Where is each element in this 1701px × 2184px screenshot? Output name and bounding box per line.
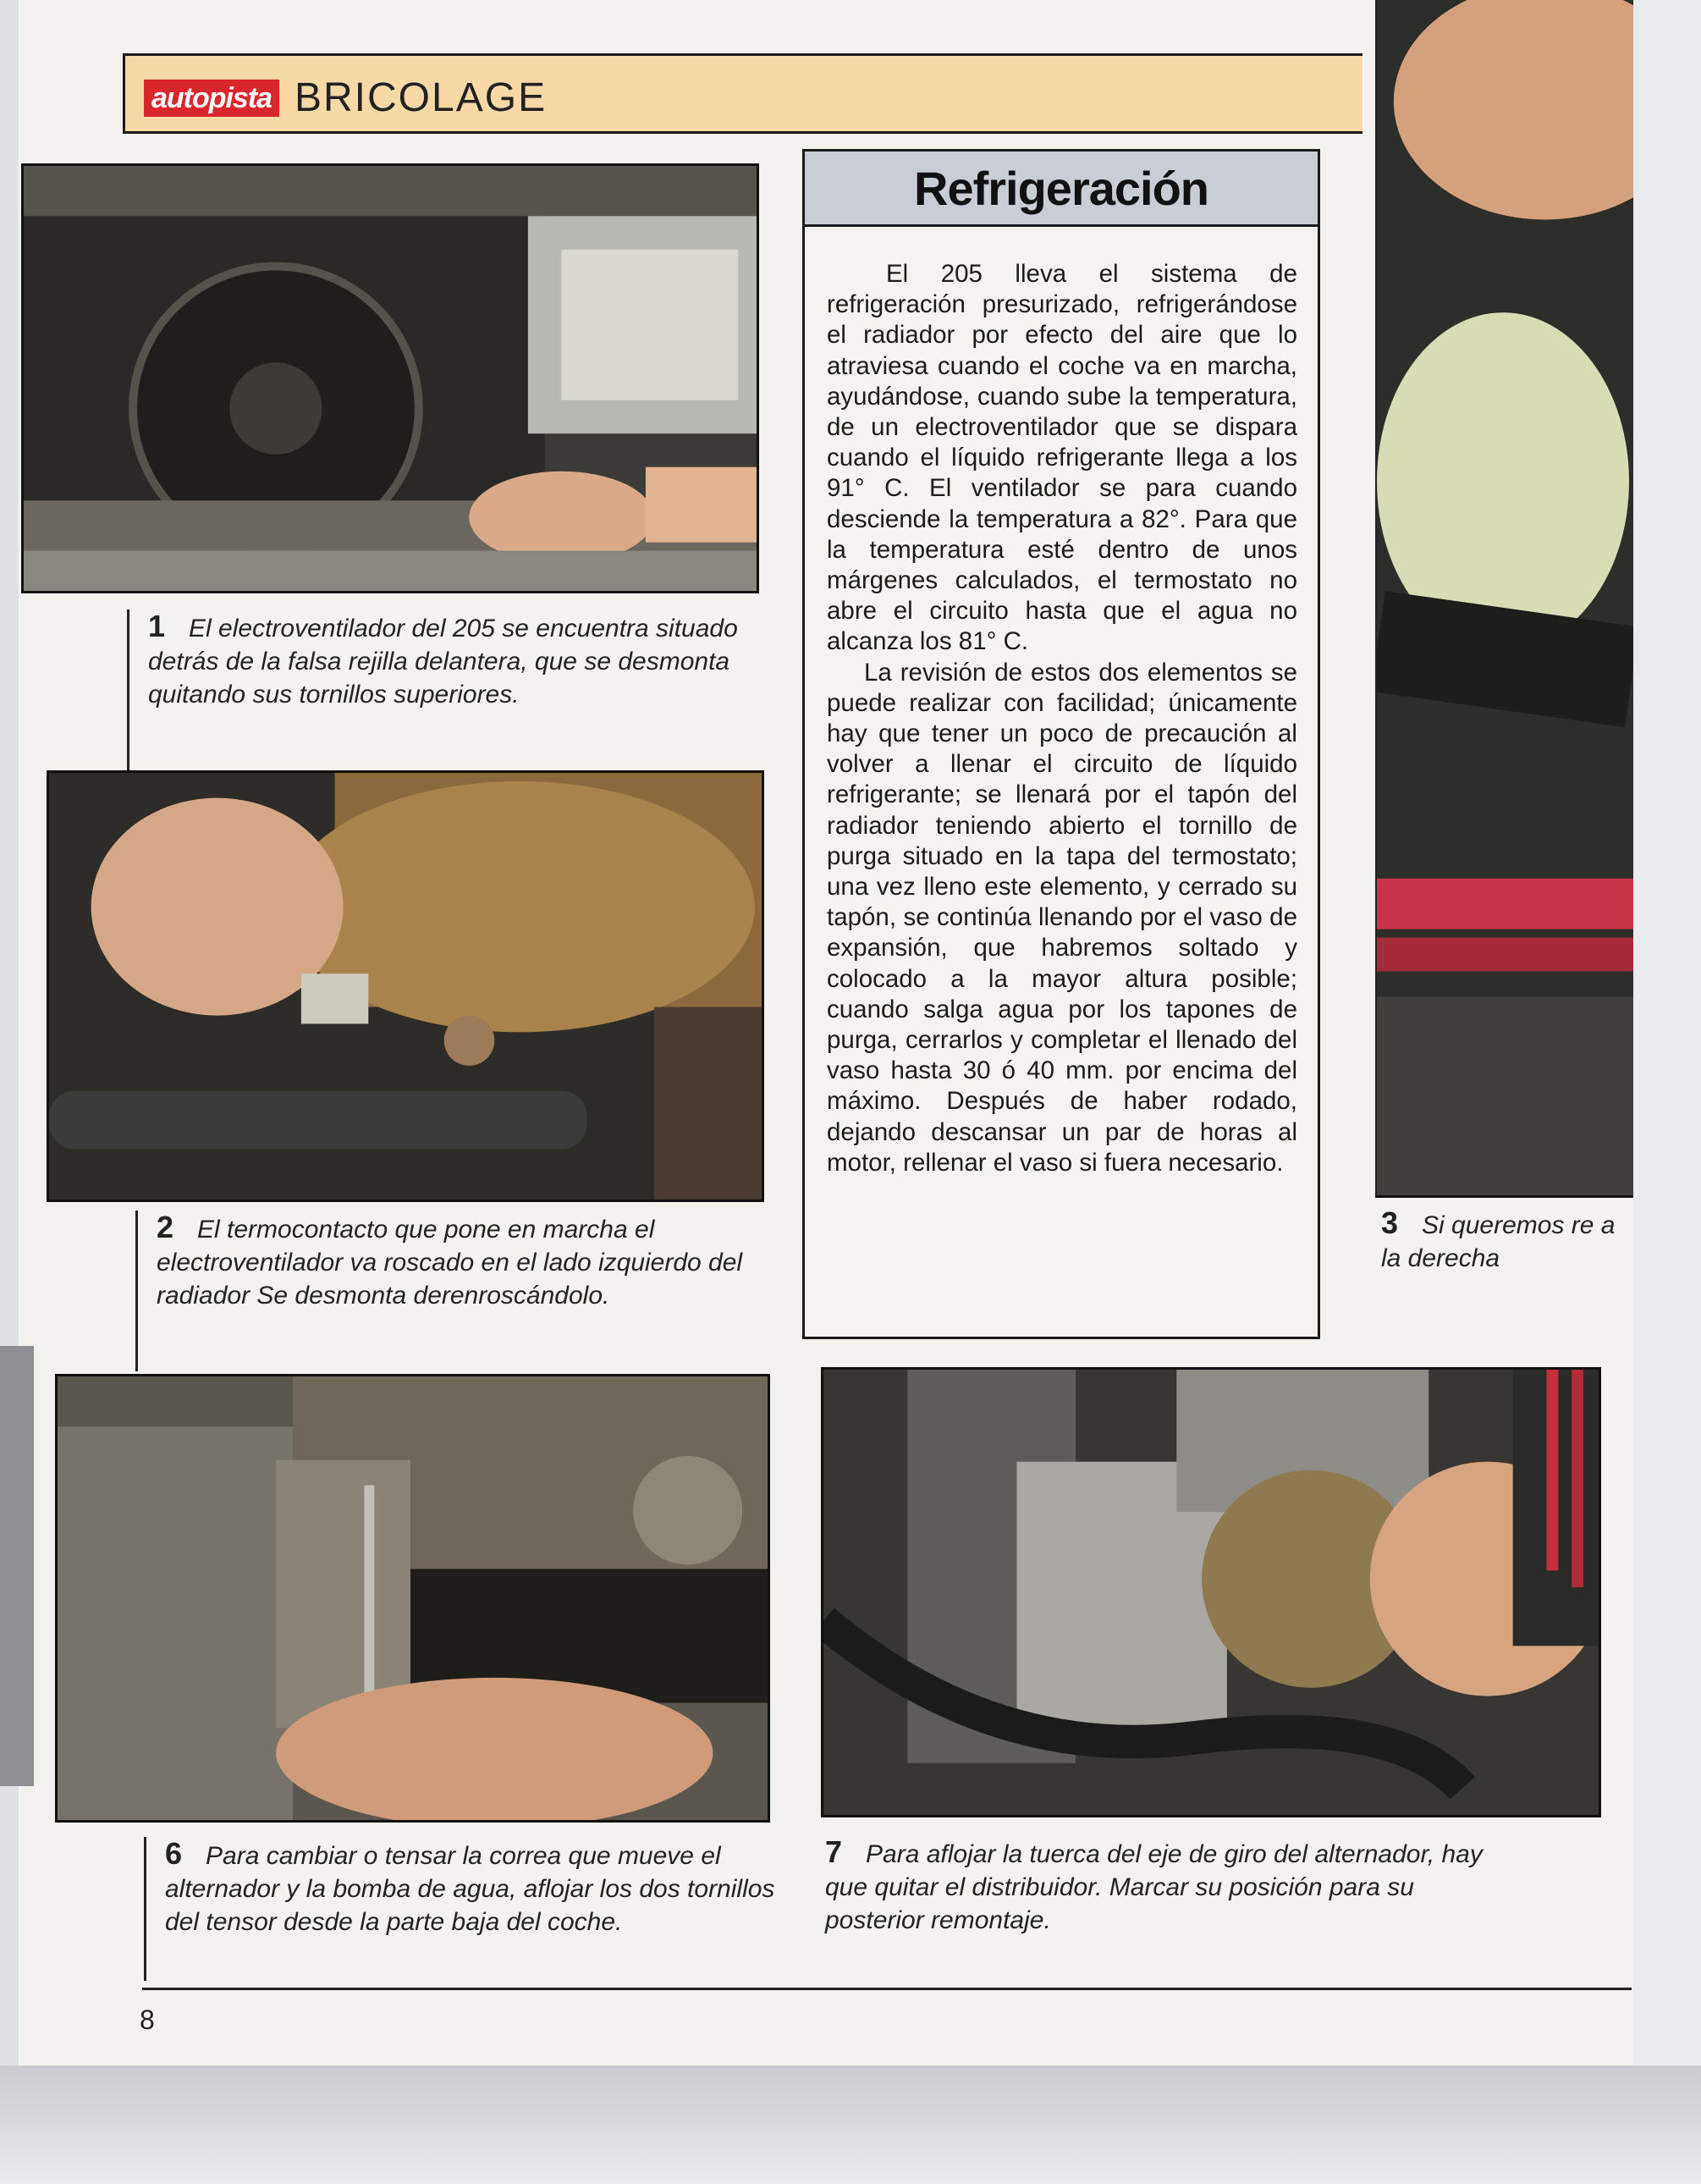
page-number: 8 [140,2005,155,2035]
left-page-edge-photo [0,1346,34,1786]
photo-2-thermocontact [47,770,764,1202]
caption-2: 2 El termocontacto que pone en marcha el electroventilador va roscado en el lado izquierdo del radiador Se desmonta derenroscándolo. [135,1211,779,1371]
section-title: BRICOLAGE [295,75,548,120]
autopista-logo: autopista [144,80,279,117]
bottom-rule [142,1988,1632,1990]
header-band [123,53,1362,134]
sidebar-paragraph-1: El 205 lleva el sistema de refrigeración presurizado, refrigerándose el radiador por efecto del aire que lo atraviesa cuando el coche va en marcha, ayudándose, cuando sube la temperatura, de un electroventilador que se dispara cuando el líquido refrigerante llega a los 91° C. El ventilador se para cuando desciende la temperatura a 82°. Para que la temperatura esté dentro de unos márgenes calculados, el termostato no abre el circuito hasta que el agua no alcanza los 81° C. [827,260,1297,656]
refrigeracion-sidebar [802,149,1320,1339]
photo-3-engine-bay [1375,0,1633,1198]
sidebar-body [805,227,1318,1178]
photo-1-radiator-fan [21,163,759,593]
caption-7: 7 Para aflojar la tuerca del eje de giro del alternador, hay que quitar el distribuidor. Marcar su posición para su posterior remontaje. [825,1834,1483,1934]
page-shadow [0,2065,1701,2184]
photo-6-belt-tensioner [55,1374,770,1823]
sidebar-title: Refrigeración [914,161,1208,215]
photo-7-distributor [821,1367,1601,1817]
caption-3: 3 Si queremos re a la derecha [1381,1205,1616,1272]
caption-1: 1 El electroventilador del 205 se encuentra situado detrás de la falsa rejilla delantera, que se desmonta quitando sus tornillos superiores. [127,609,753,770]
caption-6: 6 Para cambiar o tensar la correa que mueve el alternador y la bomba de agua, aflojar los dos tornillos del tensor desde la parte baja del coche. [144,1837,787,1981]
sidebar-paragraph-2: La revisión de estos dos elementos se puede realizar con facilidad; únicamente hay que tener un poco de precaución al volver a llenar el circuito de líquido refrigerante; se llenará por el tapón del radiador teniendo abierto el tornillo de purga situado en la tapa del termostato; una vez lleno este elemento, y cerrado su tapón, se continúa llenando por el vaso de expansión, que habremos soltado y colocado a la mayor altura posible; cuando salga agua por los tapones de purga, cerrarlos y completar el llenado del vaso hasta 30 ó 40 mm. por encima del máximo. Después de haber rodado, dejando descansar un par de horas al motor, rellenar el vaso si fuera necesario. [827,658,1297,1177]
sidebar-header [805,152,1318,227]
